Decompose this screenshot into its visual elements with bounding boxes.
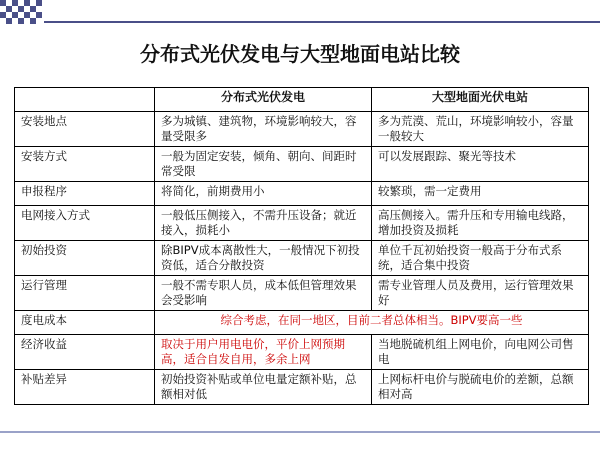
distributed-cell: 除BIPV成本离散性大，一般情况下初投资低，适合分散投资 [155,241,372,276]
ground-station-cell: 较繁琐，需一定费用 [372,182,589,206]
header-corner-cell [15,88,155,112]
ground-station-cell: 上网标杆电价与脱硫电价的差额，总额相对高 [372,370,589,405]
table-header-row [15,88,589,112]
row-label: 安装地点 [15,112,155,147]
header-ground-station: 大型地面光伏电站 [372,88,589,112]
table-row [15,276,589,311]
table-row [15,370,589,405]
distributed-cell: 取决于用户用电电价，平价上网预期高，适合自发自用，多余上网 [155,335,372,370]
table-row [15,182,589,206]
table-row [15,206,589,241]
header-distributed: 分布式光伏发电 [155,88,372,112]
row-label: 度电成本 [15,311,155,335]
table-row [15,112,589,147]
row-label: 补贴差异 [15,370,155,405]
row-label: 运行管理 [15,276,155,311]
ground-station-cell: 需专业管理人员及费用，运行管理效果好 [372,276,589,311]
bottom-divider [0,431,600,433]
ground-station-cell: 多为荒漠、荒山，环境影响较小，容量一般较大 [372,112,589,147]
slide-title: 分布式光伏发电与大型地面电站比较 [140,42,460,66]
distributed-cell: 将简化，前期费用小 [155,182,372,206]
top-divider [44,21,600,23]
distributed-cell: 一般不需专职人员，成本低但管理效果会受影响 [155,276,372,311]
table-row [15,311,589,335]
distributed-cell: 多为城镇、建筑物，环境影响较大，容量受限多 [155,112,372,147]
comparison-table [14,87,589,405]
row-label: 初始投资 [15,241,155,276]
row-label: 电网接入方式 [15,206,155,241]
ground-station-cell: 单位千瓦初始投资一般高于分布式系统，适合集中投资 [372,241,589,276]
distributed-cell: 初始投资补贴或单位电量定额补贴，总额相对低 [155,370,372,405]
row-label: 经济收益 [15,335,155,370]
distributed-cell: 一般为固定安装，倾角、朝向、间距时常受限 [155,147,372,182]
row-label: 申报程序 [15,182,155,206]
ground-station-cell: 可以发展跟踪、聚光等技术 [372,147,589,182]
row-label: 安装方式 [15,147,155,182]
ground-station-cell: 当地脱硫机组上网电价，向电网公司售电 [372,335,589,370]
distributed-cell: 一般低压侧接入，不需升压设备；就近接入，损耗小 [155,206,372,241]
table-row [15,335,589,370]
merged-cell: 综合考虑，在同一地区，目前二者总体相当。BIPV要高一些 [155,311,589,335]
ground-station-cell: 高压侧接入。需升压和专用输电线路，增加投资及损耗 [372,206,589,241]
table-row [15,241,589,276]
decorative-checker-pattern [0,0,44,24]
table-row [15,147,589,182]
